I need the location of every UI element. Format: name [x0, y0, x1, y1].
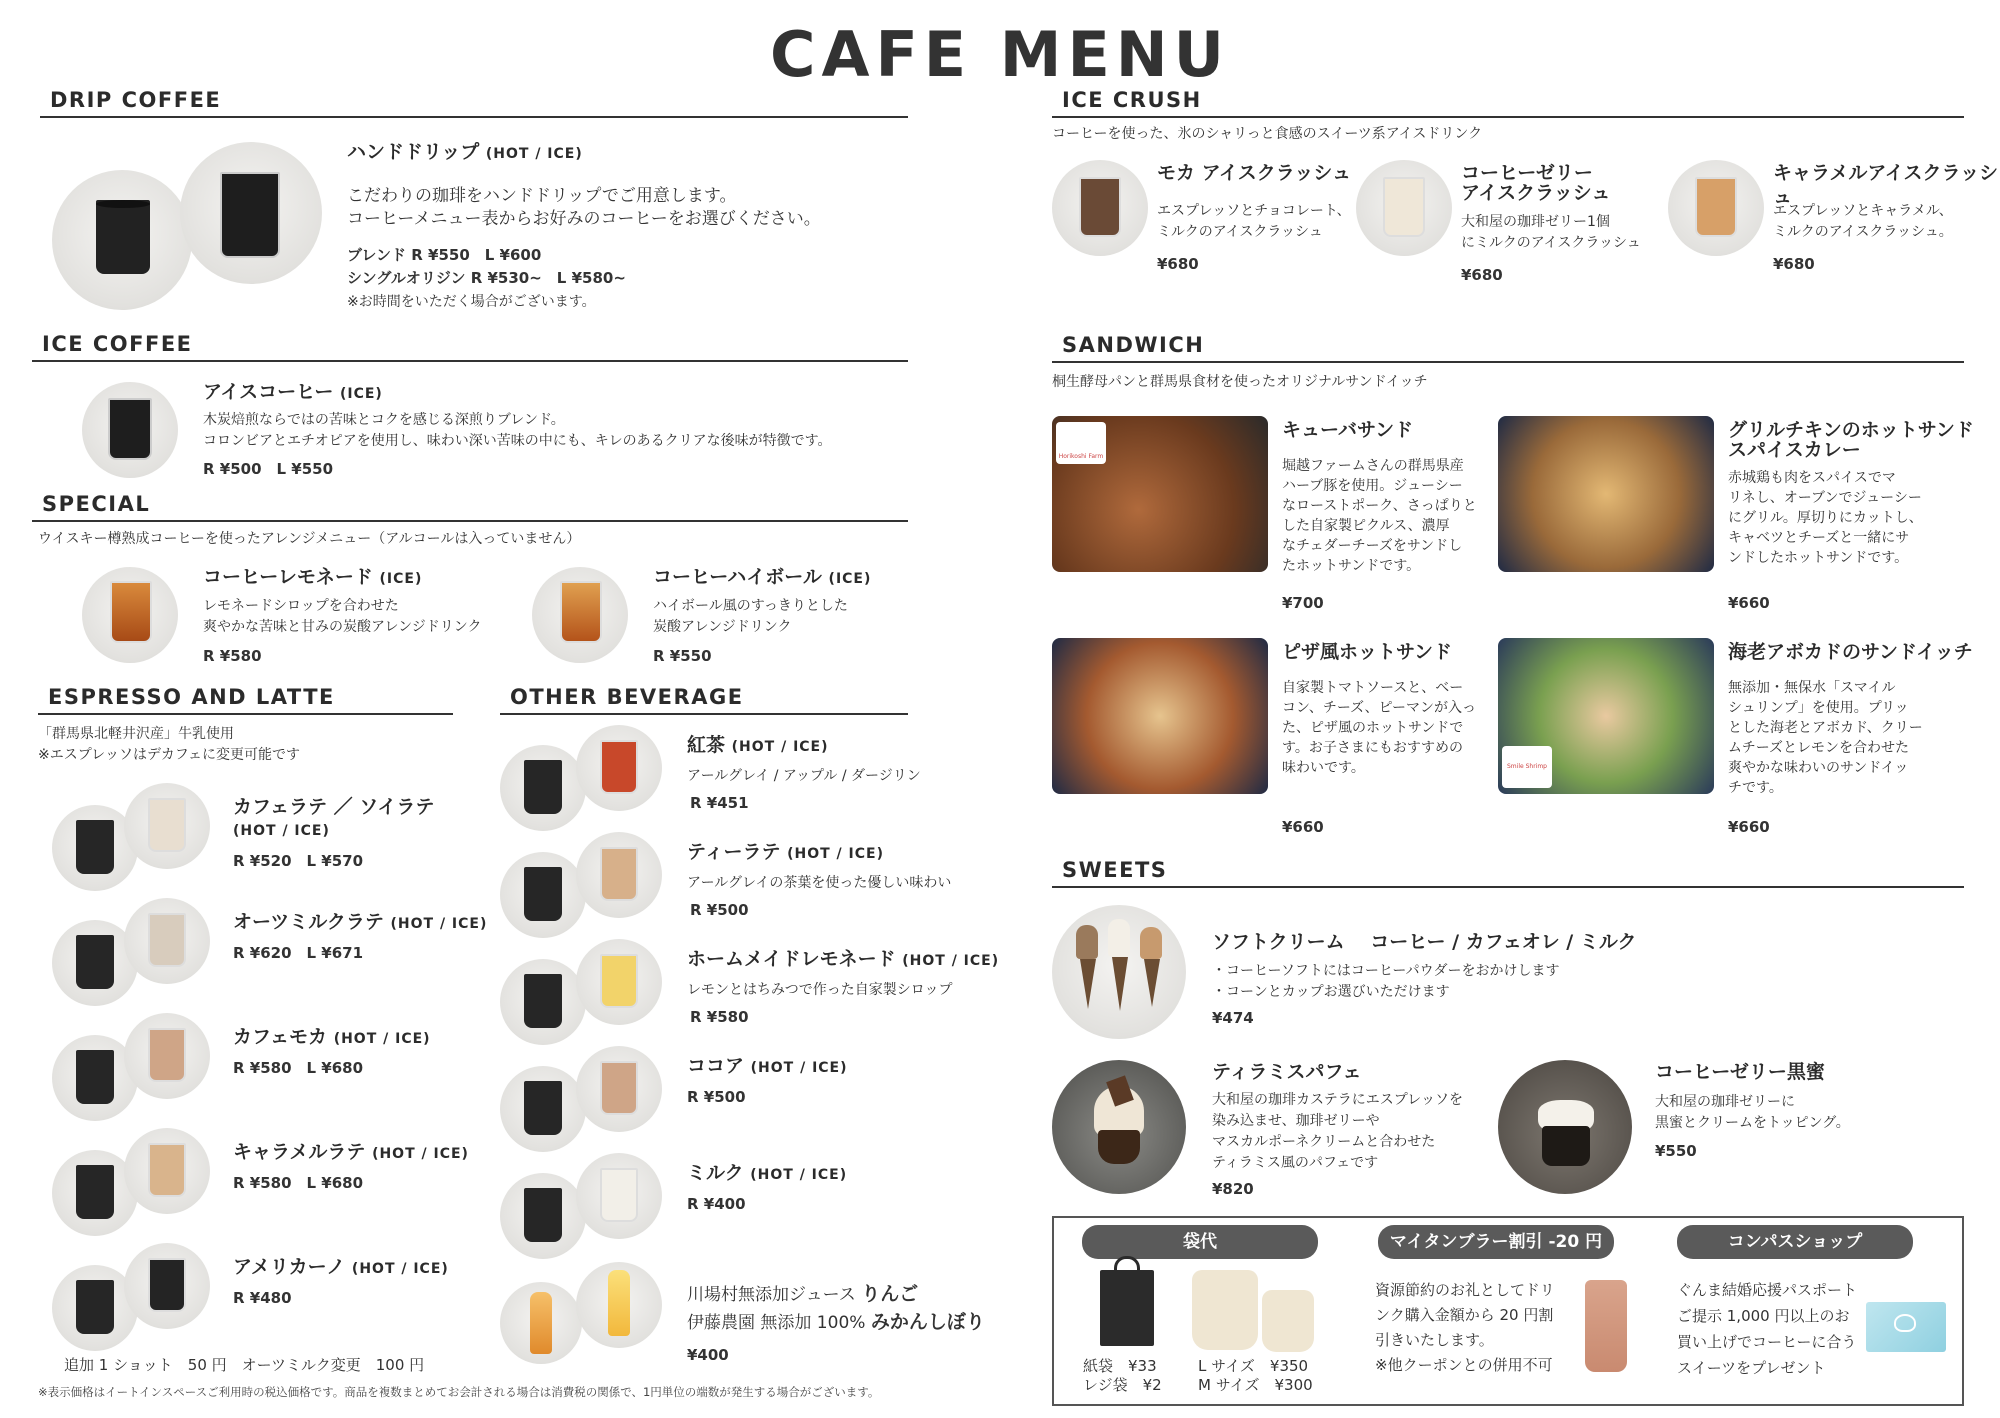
tumbler-desc-3: 引きいたします。 — [1375, 1331, 1494, 1349]
latte-ice-photo — [124, 1243, 210, 1329]
tumbler-desc-4: ※他クーポンとの併用不可 — [1375, 1356, 1553, 1374]
mikan-juice-photo — [576, 1262, 662, 1348]
paper-bag-price: 紙袋 ¥33 — [1083, 1357, 1157, 1375]
other-ice-photo — [576, 1153, 662, 1239]
compass-desc-4: スイーツをプレゼント — [1677, 1359, 1826, 1377]
soft-cream-desc-1: ・コーヒーソフトにはコーヒーパウダーをおかけします — [1212, 963, 1560, 979]
sandwich-desc-line: ンドしたホットサンドです。 — [1728, 550, 1909, 566]
other-beverage-heading: OTHER BEVERAGE — [500, 685, 908, 715]
drip-note: ※お時間をいただく場合がございます。 — [347, 294, 596, 310]
other-ice-photo — [576, 832, 662, 918]
other-item-name: ティーラテ (HOT / ICE) — [687, 841, 884, 863]
drip-coffee-heading: DRIP COFFEE — [40, 88, 908, 118]
special-subtitle: ウイスキー樽熟成コーヒーを使ったアレンジメニュー（アルコールは入っていません） — [38, 531, 581, 547]
espresso-heading: ESPRESSO AND LATTE — [38, 685, 453, 715]
apple-juice-photo — [500, 1282, 582, 1364]
tiramisu-desc-1: 大和屋の珈琲カステラにエスプレッソを — [1212, 1092, 1464, 1108]
sandwich-desc-line: リネし、オーブンでジューシー — [1728, 490, 1922, 506]
sandwich-desc-line: 堀越ファームさんの群馬県産 — [1282, 458, 1464, 474]
other-ice-photo — [576, 725, 662, 811]
other-ice-photo — [576, 1046, 662, 1132]
ice-crush-name: コーヒーゼリー — [1461, 162, 1593, 184]
other-item-name: 紅茶 (HOT / ICE) — [687, 734, 829, 756]
sandwich-price: ¥660 — [1728, 818, 1770, 836]
espresso-item-name: アメリカーノ (HOT / ICE) — [233, 1256, 449, 1278]
other-hot-photo — [500, 959, 586, 1045]
other-item-price: R ¥580 — [690, 1008, 749, 1026]
latte-ice-photo — [124, 1013, 210, 1099]
sandwich-desc-line: なローストポーク、さっぱりと — [1282, 498, 1477, 514]
sandwich-desc-line: 赤城鶏も肉をスパイスでマ — [1728, 470, 1896, 486]
bag-fee-label: 袋代 — [1082, 1225, 1318, 1259]
ice-crush-subtitle: コーヒーを使った、氷のシャリっと食感のスイーツ系アイスドリンク — [1052, 126, 1483, 142]
ice-crush-name: キャラメルアイスクラッシュ — [1773, 162, 1999, 208]
sandwich-desc-line: た、ピザ風のホットサンドで — [1282, 720, 1464, 736]
drip-price-single: シングルオリジン R ¥530~ L ¥580~ — [347, 269, 626, 287]
soft-cream-desc-2: ・コーンとカップお選びいただけます — [1212, 984, 1450, 1000]
ice-crush-photo — [1668, 160, 1764, 256]
tiramisu-price: ¥820 — [1212, 1180, 1254, 1198]
other-item-price: R ¥500 — [687, 1088, 746, 1106]
sandwich-desc-line: たホットサンドです。 — [1282, 558, 1421, 574]
plastic-bag-price: レジ袋 ¥2 — [1083, 1376, 1162, 1394]
sweets-heading: SWEETS — [1052, 858, 1964, 888]
coffee-jelly-photo — [1498, 1060, 1632, 1194]
special-item-name-1: コーヒーレモネード (ICE) — [203, 566, 423, 588]
latte-ice-photo — [124, 1128, 210, 1214]
espresso-item-price: R ¥480 — [233, 1289, 292, 1307]
tote-l-price: L サイズ ¥350 — [1198, 1357, 1309, 1375]
coffee-highball-photo — [532, 567, 628, 663]
coffee-jelly-price: ¥550 — [1655, 1142, 1697, 1160]
other-item-desc: レモンとはちみつで作った自家製シロップ — [687, 982, 953, 998]
espresso-item-name: カフェモカ (HOT / ICE) — [233, 1026, 431, 1048]
other-hot-photo — [500, 1173, 586, 1259]
sandwich-subtitle: 桐生酵母パンと群馬県食材を使ったオリジナルサンドイッチ — [1052, 374, 1428, 390]
other-item-price: R ¥451 — [690, 794, 749, 812]
other-hot-photo — [500, 745, 586, 831]
tiramisu-desc-2: 染み込ませ、珈琲ゼリーや — [1212, 1113, 1380, 1129]
other-hot-photo — [500, 852, 586, 938]
sandwich-name-2: スパイスカレー — [1728, 439, 1861, 461]
tiramisu-parfait-photo — [1052, 1060, 1186, 1194]
sandwich-desc-line: す。お子さまにもおすすめの — [1282, 740, 1464, 756]
espresso-item-price: R ¥520 L ¥570 — [233, 852, 364, 870]
other-hot-photo — [500, 1066, 586, 1152]
other-item-desc: アールグレイの茶葉を使った優しい味わい — [687, 875, 952, 891]
drip-price-blend: ブレンド R ¥550 L ¥600 — [347, 246, 542, 264]
espresso-item-tag: (HOT / ICE) — [233, 823, 330, 839]
sandwich-desc-line: コン、チーズ、ピーマンが入っ — [1282, 700, 1477, 716]
sandwich-desc-line: 無添加・無保水「スマイル — [1728, 680, 1896, 696]
sandwich-heading: SANDWICH — [1052, 333, 1964, 363]
ice-coffee-price: R ¥500 L ¥550 — [203, 460, 334, 478]
ice-coffee-desc-1: 木炭焙煎ならではの苦味とコクを感じる深煎りブレンド。 — [203, 412, 565, 428]
sandwich-price: ¥700 — [1282, 594, 1324, 612]
tumbler-icon — [1585, 1280, 1627, 1372]
tote-medium-icon — [1262, 1290, 1314, 1352]
ice-crush-price: ¥680 — [1157, 255, 1199, 273]
espresso-item-name: オーツミルクラテ (HOT / ICE) — [233, 911, 488, 933]
ice-crush-price: ¥680 — [1461, 266, 1503, 284]
sandwich-desc-line: シュリンプ」を使用。プリッ — [1728, 700, 1909, 716]
juice-line-1: 川場村無添加ジュース りんご — [687, 1283, 919, 1305]
other-item-desc: アールグレイ / アップル / ダージリン — [687, 768, 921, 784]
sandwich-price: ¥660 — [1282, 818, 1324, 836]
ice-crush-photo — [1052, 160, 1148, 256]
espresso-subtitle-2: ※エスプレッソはデカフェに変更可能です — [38, 747, 301, 763]
compass-desc-1: ぐんま結婚応援パスポート — [1677, 1281, 1858, 1299]
passport-card-icon — [1866, 1302, 1946, 1352]
espresso-item-price: R ¥580 L ¥680 — [233, 1174, 364, 1192]
sandwich-logo: Horikoshi Farm — [1056, 422, 1106, 464]
sandwich-desc-line: 味わいです。 — [1282, 760, 1365, 776]
ice-crush-desc-2: ミルクのアイスクラッシュ。 — [1773, 224, 1953, 240]
sandwich-name: ピザ風ホットサンド — [1282, 641, 1453, 663]
sandwich-name: 海老アボカドのサンドイッチ — [1728, 641, 1973, 663]
ice-crush-photo — [1356, 160, 1452, 256]
tiramisu-name: ティラミスパフェ — [1212, 1061, 1362, 1083]
ice-crush-price: ¥680 — [1773, 255, 1815, 273]
ice-crush-name-2: アイスクラッシュ — [1461, 182, 1611, 204]
soft-cream-price: ¥474 — [1212, 1009, 1254, 1027]
sandwich-desc-line: 自家製トマトソースと、ベー — [1282, 680, 1464, 696]
latte-ice-photo — [124, 783, 210, 869]
ice-crush-desc-2: にミルクのアイスクラッシュ — [1461, 235, 1641, 251]
sandwich-desc-line: にグリル。厚切りにカットし、 — [1728, 510, 1923, 526]
sandwich-desc-line: した自家製ピクルス、濃厚 — [1282, 518, 1450, 534]
special-item-desc-2b: 炭酸アレンジドリンク — [653, 619, 792, 635]
drip-name: ハンドドリップ (HOT / ICE) — [347, 141, 583, 163]
sandwich-desc-line: ムチーズとレモンを合わせた — [1728, 740, 1910, 756]
ice-coffee-desc-2: コロンビアとエチオピアを使用し、味わい深い苦味の中にも、キレのあるクリアな後味が特徴です。 — [203, 433, 832, 449]
ice-crush-name: モカ アイスクラッシュ — [1157, 162, 1351, 184]
sandwich-desc-line: チです。 — [1728, 780, 1783, 796]
espresso-extra: 追加 1 ショット 50 円 オーツミルク変更 100 円 — [64, 1356, 425, 1374]
special-item-desc-2a: ハイボール風のすっきりとした — [653, 598, 848, 614]
special-item-desc-1b: 爽やかな苦味と甘みの炭酸アレンジドリンク — [203, 619, 482, 635]
menu-title: CAFE MENU — [769, 18, 1231, 91]
tote-m-price: M サイズ ¥300 — [1198, 1376, 1313, 1394]
espresso-item-name: カフェラテ ／ ソイラテ — [233, 796, 435, 818]
sandwich-desc-line: とした海老とアボカド、クリー — [1728, 720, 1923, 736]
special-item-name-2: コーヒーハイボール (ICE) — [653, 566, 872, 588]
juice-line-2: 伊藤農園 無添加 100% みかんしぼり — [687, 1311, 985, 1333]
special-item-price-1: R ¥580 — [203, 647, 262, 665]
other-ice-photo — [576, 939, 662, 1025]
tax-footnote: ※表示価格はイートインスペースご利用時の税込価格です。商品を複数まとめてお会計される場合は消費税の関係で、1円単位の端数が発生する場合がございます。 — [38, 1385, 880, 1399]
other-item-name: ココア (HOT / ICE) — [687, 1055, 848, 1077]
other-item-name: ミルク (HOT / ICE) — [687, 1162, 848, 1184]
tumbler-discount-label: マイタンブラー割引 -20 円 — [1378, 1225, 1614, 1259]
compass-shop-label: コンパスショップ — [1677, 1225, 1913, 1259]
ice-crush-desc-1: 大和屋の珈琲ゼリー1個 — [1461, 214, 1610, 230]
tote-large-icon — [1192, 1270, 1258, 1350]
special-item-price-2: R ¥550 — [653, 647, 712, 665]
sandwich-photo — [1052, 638, 1268, 794]
soft-cream-name: ソフトクリーム コーヒー / カフェオレ / ミルク — [1212, 931, 1637, 953]
juice-price: ¥400 — [687, 1346, 729, 1364]
espresso-item-name: キャラメルラテ (HOT / ICE) — [233, 1141, 469, 1163]
sandwich-desc-line: ハーブ豚を使用。ジューシー — [1282, 478, 1463, 494]
ice-coffee-photo — [82, 382, 178, 478]
ice-crush-desc-2: ミルクのアイスクラッシュ — [1157, 224, 1323, 240]
coffee-jelly-desc-1: 大和屋の珈琲ゼリーに — [1655, 1094, 1795, 1110]
tumbler-desc-2: ンク購入金額から 20 円割 — [1375, 1306, 1554, 1324]
other-item-price: R ¥400 — [687, 1195, 746, 1213]
compass-desc-3: 買い上げでコーヒーに合う — [1677, 1333, 1857, 1351]
sandwich-desc-line: 爽やかな味わいのサンドイッ — [1728, 760, 1909, 776]
sandwich-name: キューバサンド — [1282, 419, 1414, 441]
sandwich-desc-line: キャベツとチーズと一緒にサ — [1728, 530, 1910, 546]
ice-coffee-name: アイスコーヒー (ICE) — [203, 381, 383, 403]
ice-crush-desc-1: エスプレッソとキャラメル、 — [1773, 203, 1953, 219]
latte-ice-photo — [124, 898, 210, 984]
soft-cream-photo — [1052, 905, 1186, 1039]
tumbler-desc-1: 資源節約のお礼としてドリ — [1375, 1281, 1555, 1299]
ice-crush-desc-1: エスプレッソとチョコレート、 — [1157, 203, 1351, 219]
drip-ice-photo — [180, 142, 322, 284]
ice-coffee-heading: ICE COFFEE — [32, 332, 908, 362]
sandwich-photo — [1498, 416, 1714, 572]
coffee-jelly-desc-2: 黒蜜とクリームをトッピング。 — [1655, 1115, 1850, 1131]
other-item-price: R ¥500 — [690, 901, 749, 919]
drip-desc-2: コーヒーメニュー表からお好みのコーヒーをお選びください。 — [347, 209, 821, 229]
tiramisu-desc-4: ティラミス風のパフェです — [1212, 1155, 1379, 1171]
espresso-item-price: R ¥620 L ¥671 — [233, 944, 364, 962]
drip-desc-1: こだわりの珈琲をハンドドリップでご用意します。 — [347, 186, 737, 206]
sandwich-logo: Smile Shrimp — [1502, 746, 1552, 788]
paper-bag-icon — [1100, 1270, 1154, 1346]
tiramisu-desc-3: マスカルポーネクリームと合わせた — [1212, 1134, 1436, 1150]
ice-crush-heading: ICE CRUSH — [1052, 88, 1964, 118]
sandwich-desc-line: なチェダーチーズをサンドし — [1282, 538, 1463, 554]
compass-desc-2: ご提示 1,000 円以上のお — [1677, 1307, 1850, 1325]
special-heading: SPECIAL — [32, 492, 908, 522]
sandwich-price: ¥660 — [1728, 594, 1770, 612]
coffee-lemonade-photo — [82, 567, 178, 663]
sandwich-name: グリルチキンのホットサンド — [1728, 419, 1974, 441]
espresso-item-price: R ¥580 L ¥680 — [233, 1059, 364, 1077]
espresso-subtitle-1: 「群馬県北軽井沢産」牛乳使用 — [38, 726, 234, 742]
coffee-jelly-name: コーヒーゼリー黒蜜 — [1655, 1061, 1825, 1083]
other-item-name: ホームメイドレモネード (HOT / ICE) — [687, 948, 1000, 970]
drip-hot-photo — [52, 170, 192, 310]
special-item-desc-1a: レモネードシロップを合わせた — [203, 598, 399, 614]
